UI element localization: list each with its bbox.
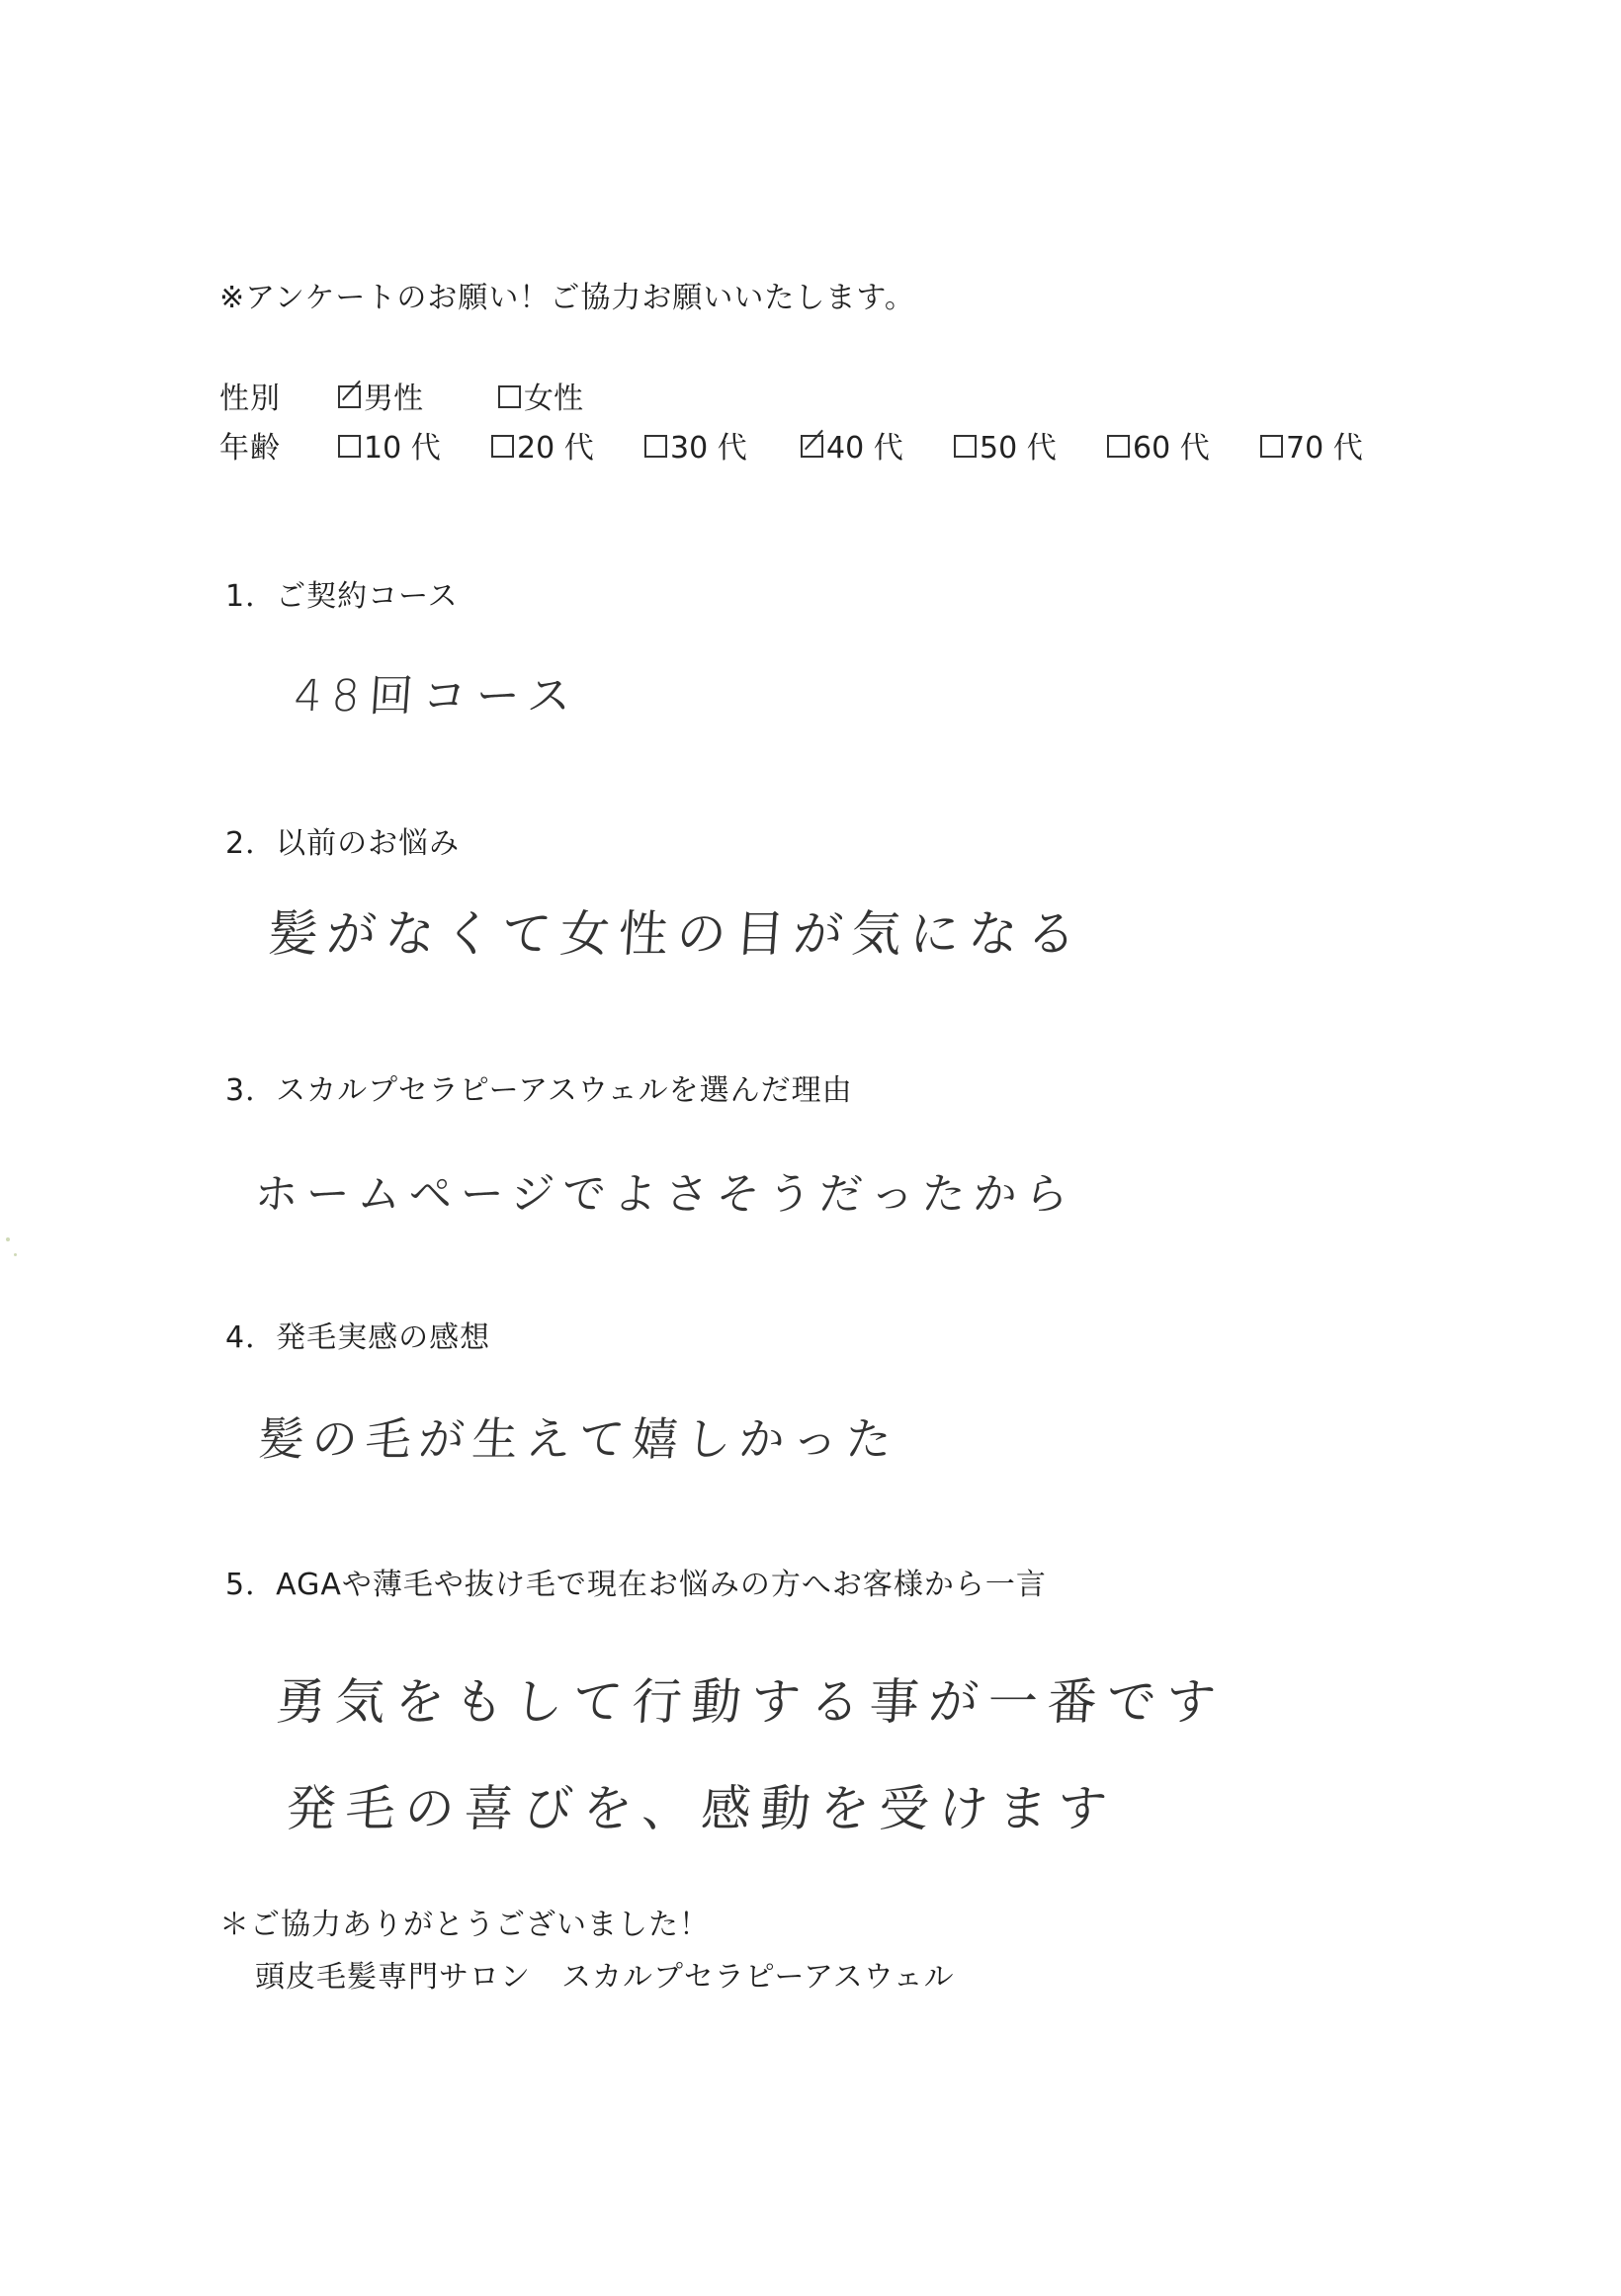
checkbox-icon[interactable] xyxy=(954,435,977,458)
age-option-20[interactable] xyxy=(491,423,644,467)
thanks-message: ＊ご協力ありがとうございました！ xyxy=(219,1908,710,1942)
age-option-label: 10 代 xyxy=(364,431,441,466)
checkbox-icon[interactable] xyxy=(338,435,361,458)
question-4: 4．発毛実感の感想 xyxy=(225,1320,491,1355)
age-option-70[interactable] xyxy=(1260,423,1363,467)
question-1: 1．ご契約コース xyxy=(225,579,459,614)
gender-option-female[interactable] xyxy=(498,374,583,417)
age-option-60[interactable] xyxy=(1107,423,1260,467)
answer-1-line-1: 48回コース xyxy=(292,671,583,722)
answer-3-line-1: ホームページでよさそうだったから xyxy=(252,1169,1078,1220)
scan-speck xyxy=(6,1237,10,1241)
age-row xyxy=(219,423,1363,467)
age-option-label: 30 代 xyxy=(670,431,747,466)
answer-4-line-1: 髪の毛が生えて嬉しかった xyxy=(256,1412,901,1466)
scan-speck xyxy=(14,1253,17,1256)
checkbox-icon[interactable] xyxy=(491,435,514,458)
age-option-30[interactable] xyxy=(644,423,801,467)
age-option-40[interactable] xyxy=(801,423,954,467)
age-option-label: 40 代 xyxy=(826,431,903,466)
answer-2-line-1: 髪がなくて女性の目が気になる xyxy=(266,905,1087,963)
gender-row xyxy=(219,374,583,417)
question-3: 3．スカルプセラピーアスウェルを選んだ理由 xyxy=(225,1073,853,1108)
age-option-label: 70 代 xyxy=(1286,431,1363,466)
checkbox-checked-icon[interactable] xyxy=(801,435,823,458)
age-option-label: 50 代 xyxy=(980,431,1057,466)
gender-option-male[interactable] xyxy=(338,374,498,417)
checkbox-icon[interactable] xyxy=(1260,435,1283,458)
checkbox-icon[interactable] xyxy=(498,385,521,408)
checkbox-checked-icon[interactable] xyxy=(338,385,361,408)
age-option-50[interactable] xyxy=(954,423,1107,467)
answer-5-line-2: 発毛の喜びを、感動を受けます xyxy=(284,1780,1119,1837)
answer-5-line-1: 勇気をもして行動する事が一番です xyxy=(274,1673,1228,1731)
survey-request-heading: ※アンケートのお願い！ご協力お願いいたします。 xyxy=(219,281,915,315)
age-option-label: 20 代 xyxy=(517,431,594,466)
question-2: 2．以前のお悩み xyxy=(225,826,461,861)
gender-option-label: 女性 xyxy=(524,382,583,416)
salon-name: 頭皮毛髪専門サロン スカルプセラピーアスウェル xyxy=(255,1960,955,1995)
question-5: 5．AGAや薄毛や抜け毛で現在お悩みの方へお客様から一言 xyxy=(225,1568,1047,1602)
age-label: 年齢 xyxy=(219,431,281,466)
checkbox-icon[interactable] xyxy=(644,435,667,458)
gender-label: 性別 xyxy=(219,382,281,416)
checkbox-icon[interactable] xyxy=(1107,435,1130,458)
age-option-10[interactable] xyxy=(338,423,491,467)
gender-option-label: 男性 xyxy=(364,382,423,416)
age-option-label: 60 代 xyxy=(1133,431,1210,466)
